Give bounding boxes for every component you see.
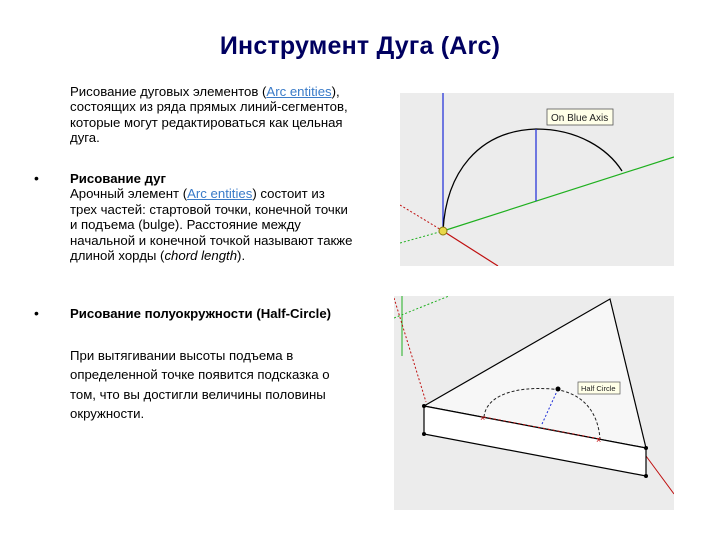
intro-text-end: ), состоящих из ряда прямых линий-сегментов, которые могут редактироваться как цельная дуга.: [70, 84, 348, 146]
vertex: [422, 404, 426, 408]
half-circle-paragraph: При вытягивании высоты подъема в определенной точке появится подсказка о том, что вы достигли величины половины окружности.: [70, 348, 330, 422]
bulge-point: [556, 387, 561, 392]
on-blue-axis-tooltip: On Blue Axis: [551, 113, 609, 124]
end-mark: ×: [596, 435, 602, 445]
green-axis-dotted: [400, 231, 443, 243]
vertex: [422, 432, 426, 436]
intro-text-start: Рисование дуговых элементов (: [70, 84, 267, 99]
intro-paragraph: [70, 84, 355, 146]
bullet-heading: Рисование дуг: [70, 171, 166, 186]
bullet-draw-arcs: [70, 171, 355, 263]
bullet-marker: •: [34, 170, 39, 186]
green-axis-line: [443, 157, 674, 231]
arc-entities-link-2[interactable]: Arc entities: [187, 186, 253, 202]
half-circle-drawing: [394, 296, 674, 510]
bullet-text-middle: ) состоит из трех частей: стартовой точки, конечной точки и подъема (bulge). Расстояние между начальной и конечной точкой называют также длиной хорды (: [70, 186, 353, 264]
slide-title: Инструмент Дуга (Arc): [219, 32, 501, 60]
half-circle-tooltip: Half Circle: [581, 384, 616, 393]
chord-length-term: chord length: [164, 248, 238, 264]
arc-figure-top: [400, 93, 674, 266]
red-axis-line-2: [646, 456, 674, 494]
arc-entities-link[interactable]: Arc entities: [266, 84, 332, 99]
bullet-text-start: Арочный элемент (: [70, 186, 188, 202]
start-mark: ×: [480, 413, 486, 423]
bullet-text-end: ).: [237, 248, 246, 264]
red-axis-dotted: [400, 205, 443, 231]
vertex: [644, 446, 648, 450]
bullet-marker-2: •: [34, 305, 39, 321]
red-axis-dotted-2: [394, 298, 426, 402]
vertex: [644, 474, 648, 478]
arc-curve: [443, 129, 622, 231]
half-circle-figure: [394, 296, 674, 510]
arc-drawing: [400, 93, 674, 266]
start-point: [439, 227, 447, 235]
red-axis-line: [443, 231, 498, 266]
bullet-heading-half-circle: Рисование полуокружности (Half-Circle): [70, 306, 332, 321]
